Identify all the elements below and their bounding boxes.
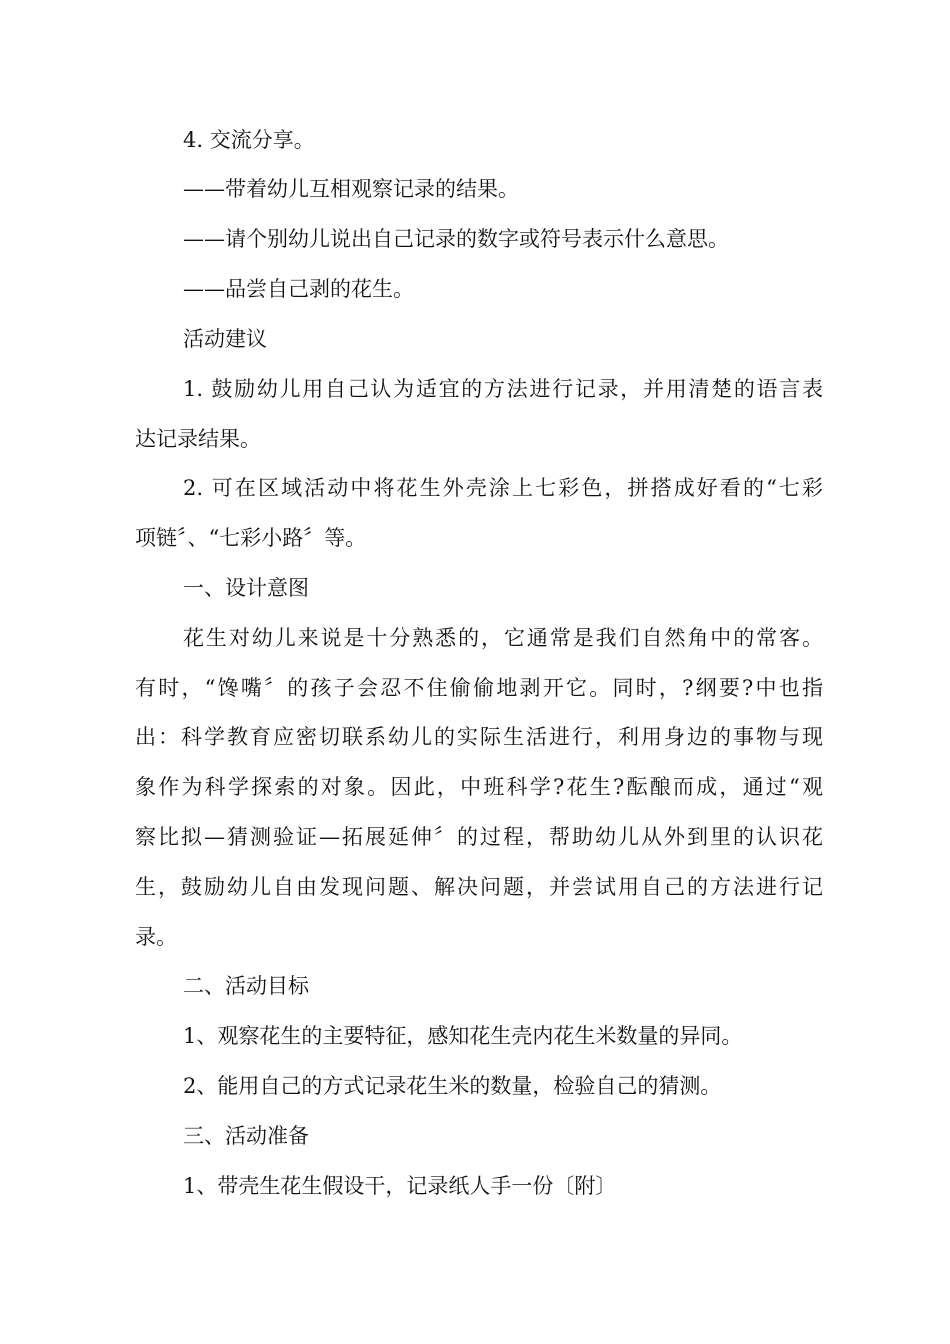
section-heading-design: 一、设计意图: [183, 576, 309, 600]
design-paragraph-line-7: 录。: [135, 925, 177, 949]
section-heading-preparation: 三、活动准备: [183, 1124, 309, 1148]
step-4-item-3: ——品尝自己剥的花生。: [183, 277, 414, 301]
section-heading-suggestions: 活动建议: [183, 327, 267, 351]
suggestion-1-line-1: 1. 鼓励幼儿用自己认为适宜的方法进行记录，并用清楚的语言表: [183, 377, 823, 401]
design-paragraph-line-4: 象作为科学探索的对象。因此，中班科学?花生?酝酿而成，通过“观: [135, 775, 823, 799]
design-paragraph-line-3: 出：科学教育应密切联系幼儿的实际生活进行，利用身边的事物与现: [135, 725, 823, 749]
preparation-1: 1、带壳生花生假设干，记录纸人手一份〔附〕: [183, 1174, 617, 1198]
step-4-item-1: ——带着幼儿互相观察记录的结果。: [183, 177, 519, 201]
step-4-item-2: ——请个别幼儿说出自己记录的数字或符号表示什么意思。: [183, 227, 729, 251]
design-paragraph-line-5: 察比拟—猜测验证—拓展延伸〞的过程，帮助幼儿从外到里的认识花: [135, 825, 823, 849]
suggestion-2-line-1: 2. 可在区域活动中将花生外壳涂上七彩色，拼搭成好看的“七彩: [183, 476, 823, 500]
section-heading-goals: 二、活动目标: [183, 974, 309, 998]
suggestion-1-line-2: 达记录结果。: [135, 427, 261, 451]
goal-2: 2、能用自己的方式记录花生米的数量，检验自己的猜测。: [183, 1074, 722, 1098]
step-4-heading: 4. 交流分享。: [183, 128, 315, 152]
design-paragraph-line-2: 有时，“馋嘴〞的孩子会忍不住偷偷地剥开它。同时，?纲要?中也指: [135, 676, 823, 700]
suggestion-2-line-2: 项链〞、“七彩小路〞等。: [135, 526, 367, 550]
design-paragraph-line-6: 生，鼓励幼儿自由发现问题、解决问题，并尝试用自己的方法进行记: [135, 875, 823, 899]
design-paragraph-line-1: 花生对幼儿来说是十分熟悉的，它通常是我们自然角中的常客。: [183, 626, 823, 650]
goal-1: 1、观察花生的主要特征，感知花生壳内花生米数量的异同。: [183, 1024, 743, 1048]
